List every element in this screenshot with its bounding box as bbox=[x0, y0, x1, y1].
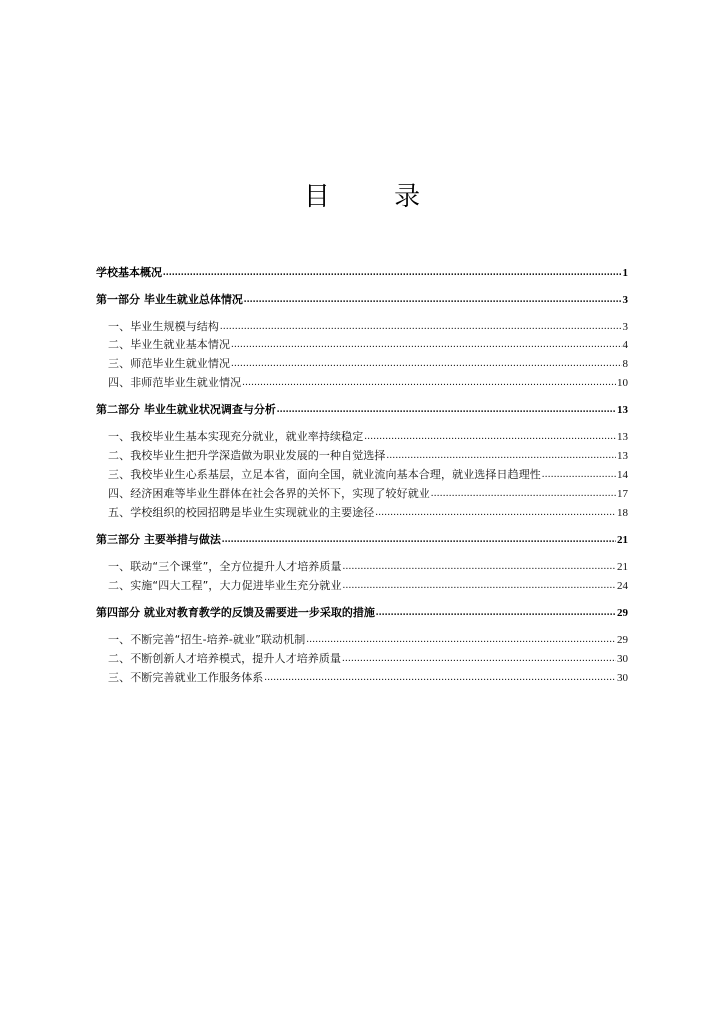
dot-leader bbox=[242, 376, 616, 390]
dot-leader bbox=[264, 671, 616, 685]
toc-page-number: 29 bbox=[617, 607, 628, 619]
toc-entry-intro[interactable] bbox=[96, 266, 628, 280]
toc-subentry[interactable] bbox=[96, 652, 628, 666]
toc-subentry[interactable] bbox=[96, 357, 628, 371]
dot-leader bbox=[542, 468, 616, 482]
dot-leader bbox=[244, 293, 622, 307]
dot-leader bbox=[231, 338, 621, 352]
toc-entry-label: 五、学校组织的校园招聘是毕业生实现就业的主要途径 bbox=[108, 506, 375, 519]
toc-page-number: 3 bbox=[622, 294, 628, 306]
dot-leader bbox=[163, 266, 622, 280]
dot-leader bbox=[342, 652, 616, 666]
toc-entry-label: 一、我校毕业生基本实现充分就业，就业率持续稳定 bbox=[108, 430, 364, 443]
toc-entry-label: 第二部分 毕业生就业状况调查与分析 bbox=[96, 403, 276, 416]
toc-subentry[interactable] bbox=[96, 376, 628, 390]
dot-leader bbox=[387, 449, 617, 463]
toc-subentry[interactable] bbox=[96, 633, 628, 647]
toc-page-number: 13 bbox=[617, 450, 628, 462]
toc-entry-part4[interactable] bbox=[96, 606, 628, 620]
dot-leader bbox=[431, 487, 616, 501]
toc-entry-label: 二、毕业生就业基本情况 bbox=[108, 338, 231, 351]
toc-page-number: 14 bbox=[617, 469, 628, 481]
toc-entry-label: 学校基本概况 bbox=[96, 266, 162, 279]
toc-entry-label: 二、实施“四大工程”，大力促进毕业生充分就业 bbox=[108, 579, 342, 592]
toc-subentry[interactable] bbox=[96, 579, 628, 593]
toc-page-number: 17 bbox=[617, 488, 628, 500]
toc-entry-label: 二、我校毕业生把升学深造做为职业发展的一种自觉选择 bbox=[108, 449, 386, 462]
toc-subentry[interactable] bbox=[96, 487, 628, 501]
toc-page-number: 30 bbox=[617, 653, 628, 665]
toc-entry-label: 三、师范毕业生就业情况 bbox=[108, 357, 231, 370]
toc-subentry[interactable] bbox=[96, 560, 628, 574]
toc-entry-label: 一、毕业生规模与结构 bbox=[108, 320, 219, 333]
dot-leader bbox=[376, 606, 616, 620]
toc-page-number: 1 bbox=[622, 267, 628, 279]
toc-entry-part3[interactable] bbox=[96, 533, 628, 547]
toc-page-number: 13 bbox=[617, 404, 628, 416]
dot-leader bbox=[375, 506, 616, 520]
toc-page-number: 13 bbox=[617, 431, 628, 443]
dot-leader bbox=[343, 560, 616, 574]
toc-entry-part1[interactable] bbox=[96, 293, 628, 307]
toc-subentry[interactable] bbox=[96, 338, 628, 352]
toc-entry-label: 第一部分 毕业生就业总体情况 bbox=[96, 293, 243, 306]
dot-leader bbox=[364, 430, 616, 444]
toc-entry-label: 一、不断完善“招生-培养-就业”联动机制 bbox=[108, 633, 306, 646]
toc-entry-label: 第三部分 主要举措与做法 bbox=[96, 533, 221, 546]
toc-page-number: 29 bbox=[617, 634, 628, 646]
toc-entry-label: 四、经济困难等毕业生群体在社会各界的关怀下，实现了较好就业 bbox=[108, 487, 430, 500]
toc-entry-label: 三、我校毕业生心系基层，立足本省，面向全国，就业流向基本合理，就业选择日趋理性 bbox=[108, 468, 541, 481]
toc-page-number: 21 bbox=[617, 561, 628, 573]
document-title: 目 录 bbox=[303, 182, 449, 212]
dot-leader bbox=[306, 633, 616, 647]
dot-leader bbox=[277, 403, 616, 417]
toc-subentry[interactable] bbox=[96, 671, 628, 685]
dot-leader bbox=[343, 579, 616, 593]
toc-subentry[interactable] bbox=[96, 506, 628, 520]
toc-entry-part2[interactable] bbox=[96, 403, 628, 417]
toc-page-number: 18 bbox=[617, 507, 628, 519]
toc-entry-label: 四、非师范毕业生就业情况 bbox=[108, 376, 242, 389]
toc-subentry[interactable] bbox=[96, 430, 628, 444]
toc-page-number: 24 bbox=[617, 580, 628, 592]
toc-page-number: 10 bbox=[617, 377, 628, 389]
toc-page-number: 30 bbox=[617, 672, 628, 684]
toc-subentry[interactable] bbox=[96, 468, 628, 482]
dot-leader bbox=[222, 533, 616, 547]
toc-page-number: 3 bbox=[622, 321, 628, 333]
toc-subentry[interactable] bbox=[96, 320, 628, 334]
toc-entry-label: 二、不断创新人才培养模式，提升人才培养质量 bbox=[108, 652, 342, 665]
toc-entry-label: 一、联动“三个课堂”，全方位提升人才培养质量 bbox=[108, 560, 342, 573]
dot-leader bbox=[220, 320, 622, 334]
toc-subentry[interactable] bbox=[96, 449, 628, 463]
dot-leader bbox=[231, 357, 621, 371]
toc-entry-label: 第四部分 就业对教育教学的反馈及需要进一步采取的措施 bbox=[96, 606, 375, 619]
toc-page-number: 8 bbox=[622, 358, 628, 370]
toc-page-number: 21 bbox=[617, 534, 628, 546]
toc-entry-label: 三、不断完善就业工作服务体系 bbox=[108, 671, 264, 684]
toc-page-number: 4 bbox=[622, 339, 628, 351]
